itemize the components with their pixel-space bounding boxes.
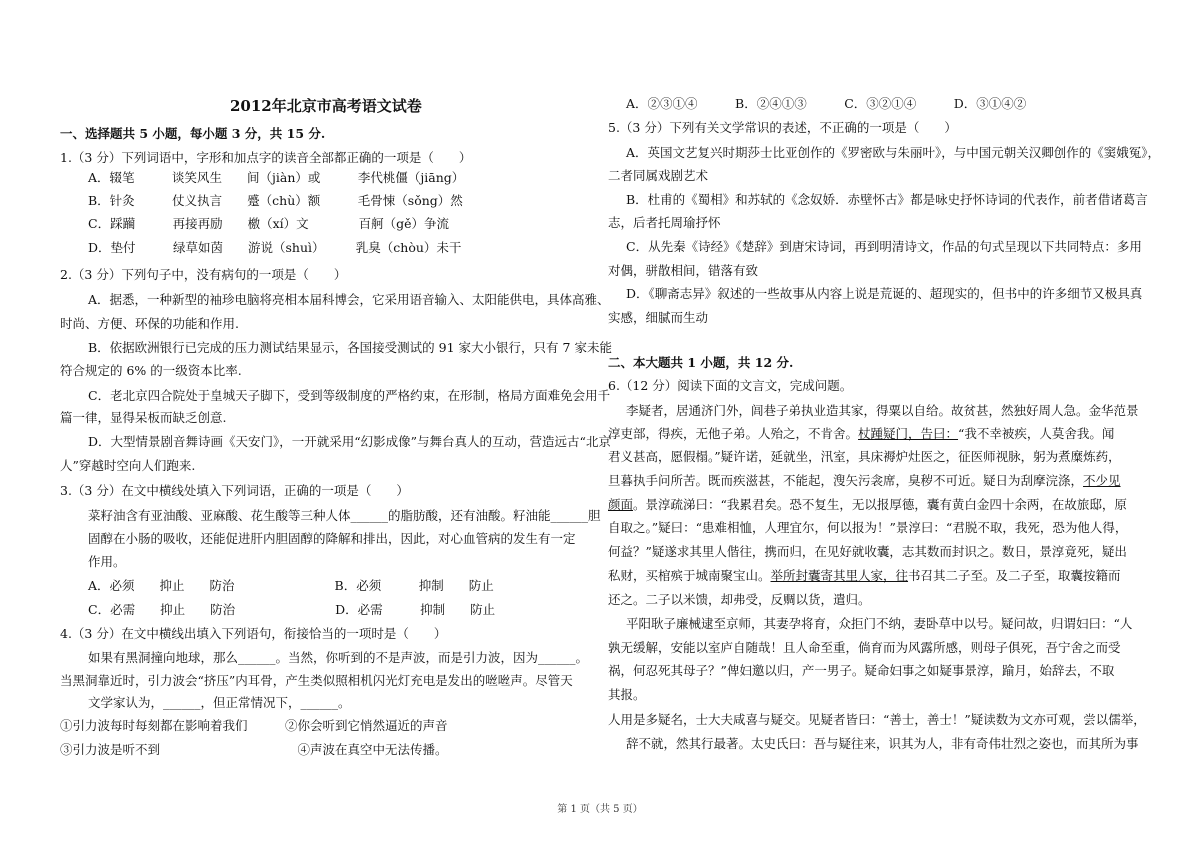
passage-line-2-text: 淳吏部，得疾，无他子弟。人殆之，不肯舍。 (608, 426, 859, 441)
question-6: 6.（12 分）阅读下面的文言文，完成问题。 (608, 378, 853, 393)
q2-option-a-line2: 时尚、方便、环保的功能和作用. (60, 316, 239, 331)
passage-line-13: 其报。 (608, 687, 646, 702)
section-2-heading: 二、本大题共 1 小题，共 12 分. (608, 355, 794, 370)
q2-option-b-line2: 符合规定的 6% 的一级资本比率. (60, 363, 242, 378)
q3-passage-line2: 固醇在小肠的吸收，还能促进肝内胆固醇的降解和排出，因此，对心血管病的发生有一定 (88, 531, 576, 546)
q1-option-b: B．针灸 仗义执言 蹙（chù）额 毛骨悚（sǒng）然 (88, 193, 463, 208)
q5-option-a-line2: 二者同属戏剧艺术 (608, 168, 709, 183)
q3-passage-line1: 菜籽油含有亚油酸、亚麻酸、花生酸等三种人体______的脂肪酸，还有油酸。籽油能______胆 (88, 508, 601, 523)
q2-option-d-line1: D．大型情景剧音舞诗画《天安门》，一开就采用“幻影成像”与舞台真人的互动，营造远古“北京 (88, 434, 611, 449)
q4-statements-3-4: ③引力波是听不到 ④声波在真空中无法传播。 (60, 742, 448, 757)
q4-statements-1-2: ①引力波每时每刻都在影响着我们 ②你会听到它悄然逼近的声音 (60, 718, 448, 733)
passage-underline-2b: 颜面 (608, 497, 634, 512)
passage-line-6: 自取之。”疑曰：“患难相恤，人理宜尔，何以报为！”景淳曰：“君脱不取，我死，恐为他人得， (608, 520, 1128, 535)
question-1: 1.（3 分）下列词语中，字形和加点字的读音全部都正确的一项是（ ） (60, 150, 472, 165)
q2-option-c-line2: 篇一律，显得呆板而缺乏创意. (60, 410, 227, 425)
q5-option-c-line2: 对偶，骈散相间，错落有致 (608, 263, 759, 278)
q5-option-a-line1: A．英国文艺复兴时期莎士比亚创作的《罗密欧与朱丽叶》，与中国元朝关汉卿创作的《窦娥冤》， (626, 145, 1161, 160)
q2-option-b-line1: B．依据欧洲银行已完成的压力测试结果显示，各国接受测试的 91 家大小银行，只有 7 家未能 (88, 340, 612, 355)
question-2: 2.（3 分）下列句子中，没有病句的一项是（ ） (60, 267, 347, 282)
q1-option-d: D．垫付 绿草如茵 游说（shuì） 乳臭（chòu）未干 (88, 240, 462, 255)
q4-passage-line1: 如果有黑洞撞向地球，那么______。当然，你听到的不是声波，而是引力波，因为______。 (88, 650, 589, 665)
passage-line-4-text: 旦暮执手问所苦。既而疾滋甚，不能起，溲矢污衾席，臭秽不可近。疑日为刮摩浣涤， (608, 473, 1084, 488)
question-5: 5.（3 分）下列有关文学常识的表述，不正确的一项是（ ） (608, 120, 957, 135)
passage-line-1: 李疑者，居通济门外，闾巷子弟执业造其家，得粟以自给。故贫甚，然独好周人急。金华范景 (626, 403, 1139, 418)
q5-option-b-line2: 志，后者托周瑜抒怀 (608, 215, 721, 230)
q4-passage-line3: 文学家认为，______，但正常情况下，______。 (88, 695, 351, 710)
passage-line-5-text: 。景淳疏涕曰：“我累君矣。恐不复生，无以报厚德，囊有黄白金四十余两，在故旅邸，原 (633, 497, 1127, 512)
q5-option-d-line1: D．《聊斋志异》叙述的一些故事从内容上说是荒诞的、超现实的，但书中的许多细节又极具真 (626, 286, 1143, 301)
question-4: 4.（3 分）在文中横线出填入下列语句，衔接恰当的一项时是（ ） (60, 626, 447, 641)
passage-line-9: 还之。二子以米馈，却弗受，反赒以货，遣归。 (608, 592, 871, 607)
passage-line-8-end: 书召其二子至。及二子至，取囊按籍而 (908, 568, 1121, 583)
q4-passage-line2: 当黑洞靠近时，引力波会“挤压”内耳骨，产生类似照相机闪光灯充电是发出的咝咝声。尽管天 (60, 673, 573, 688)
question-3: 3.（3 分）在文中横线处填入下列词语，正确的一项是（ ） (60, 483, 409, 498)
q2-option-a-line1: A．据悉，一种新型的袖珍电脑将亮相本届科博会，它采用语音输入、太阳能供电，具体高雅、 (88, 292, 610, 307)
passage-line-2 (608, 426, 1114, 442)
q3-options-ab: A．必须 抑止 防治 B．必须 抑制 防止 (88, 578, 494, 593)
passage-underline-3: 举所封囊寄其里人家，往 (770, 568, 909, 583)
q1-option-a: A．辍笔 谈笑风生 间（jiàn）或 李代桃僵（jiāng） (88, 170, 465, 185)
passage-line-5 (608, 497, 1127, 513)
passage-line-7: 何益？”疑遂求其里人偕往，携而归，在见好就收囊，志其数而封识之。数日，景淳竟死，疑出 (608, 544, 1127, 559)
passage-underline-2: 不少见 (1083, 473, 1121, 488)
passage-line-3: 君义甚高，愿假榻。”疑许诺，延就坐，汛室，具床褥炉灶医之，征医师视脉，躬为煮糜炼药， (608, 449, 1121, 464)
passage-line-2-end: “我不幸被疾，人莫舍我。闻 (958, 426, 1115, 441)
q4-answer-options: A．②③①④ B．②④①③ C．③②①④ D．③①④② (626, 96, 1027, 111)
q1-option-c: C．踩躏 再接再励 檄（xí）文 百舸（gě）争流 (88, 216, 450, 231)
passage-underline-1: 杖踵疑门，告曰： (858, 426, 959, 441)
passage-line-4 (608, 473, 1121, 489)
passage-line-10: 平阳耿子廉械逮至京师，其妻孕将育，众拒门不纳，妻卧草中以号。疑问故，归谓妇曰：“人 (626, 616, 1133, 631)
q3-options-cd: C．必需 抑止 防治 D．必需 抑制 防止 (88, 602, 496, 617)
passage-line-14: 人用是多疑名，士大夫咸喜与疑交。见疑者皆曰：“善士，善士！”疑读数为文亦可观，尝以儒举， (608, 712, 1146, 727)
q2-option-d-line2: 人”穿越时空向人们跑来. (60, 458, 196, 473)
passage-line-8 (608, 568, 1121, 584)
passage-line-8-text: 私财，买棺殡于城南聚宝山。 (608, 568, 771, 583)
q3-passage-line3: 作用。 (88, 554, 126, 569)
passage-line-11: 孰无缓解，安能以室庐自随哉！且人命至重，倘育而为风露所感，则母子俱死，吾宁舍之而受 (608, 640, 1121, 655)
q5-option-d-line2: 实感，细腻而生动 (608, 310, 709, 325)
q2-option-c-line1: C．老北京四合院处于皇城天子脚下，受到等级制度的严格约束，在形制，格局方面难免会用千 (88, 388, 611, 403)
section-1-heading: 一、选择题共 5 小题，每小题 3 分，共 15 分. (60, 126, 326, 141)
q5-option-c-line1: C．从先秦《诗经》《楚辞》到唐宋诗词，再到明清诗文，作品的句式呈现以下共同特点：多用 (626, 239, 1142, 254)
q5-option-b-line1: B．杜甫的《蜀相》和苏轼的《念奴娇．赤壁怀古》都是咏史抒怀诗词的代表作，前者借诸葛言 (626, 192, 1148, 207)
page-footer: 第 1 页（共 5 页） (557, 804, 643, 815)
passage-line-15: 辞不就，然其行最著。太史氏曰：吾与疑往来，识其为人，非有奇伟壮烈之姿也，而其所为事 (626, 736, 1139, 751)
page-title: 2012年北京市高考语文试卷 (230, 97, 422, 115)
passage-line-12: 祸，何忍死其母子？”俾妇邀以归，产一男子。疑命妇事之如疑事景淳，踰月，始辞去，不取 (608, 663, 1115, 678)
